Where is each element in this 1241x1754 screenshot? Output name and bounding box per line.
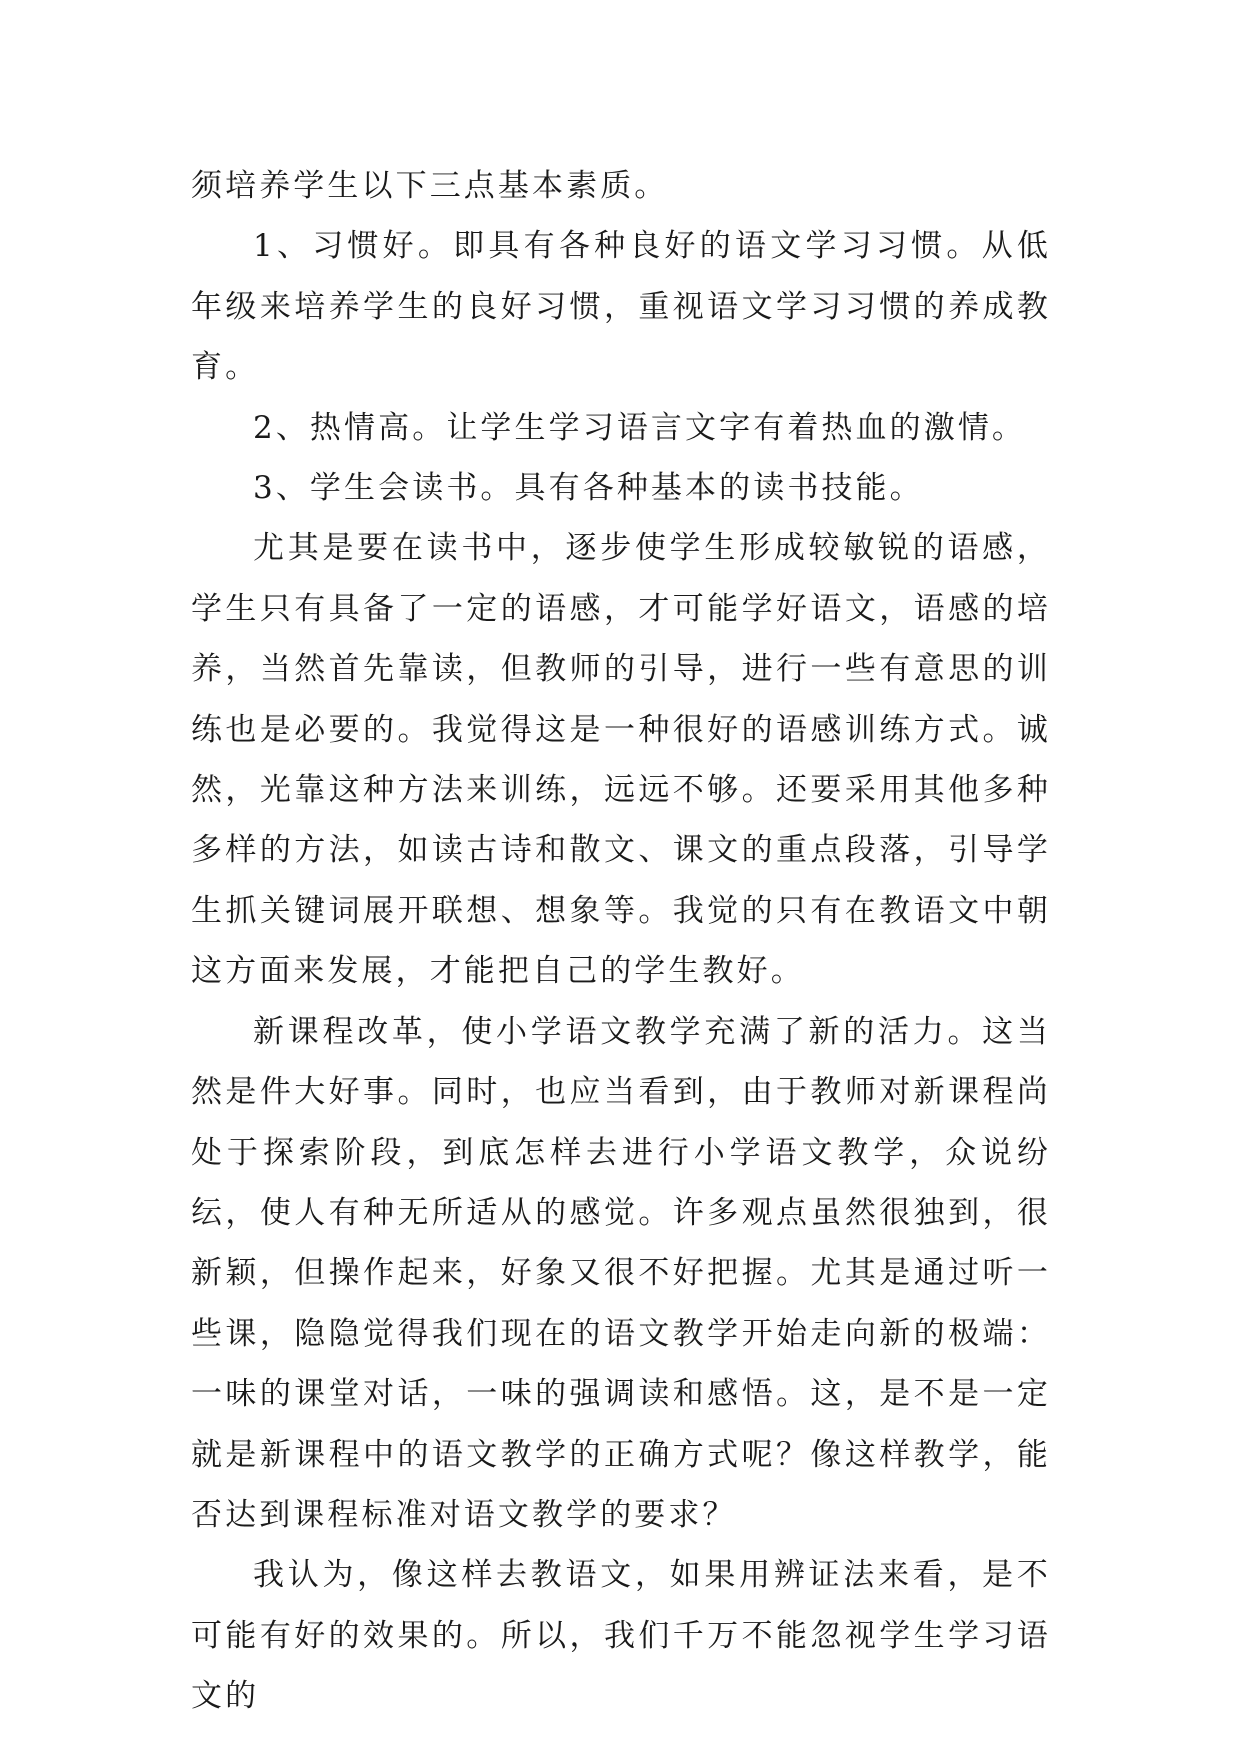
paragraph: 须培养学生以下三点基本素质。	[191, 168, 669, 204]
paragraph: 尤其是要在读书中，逐步使学生形成较敏锐的语感，学生只有具备了一定的语感，才可能学好语文，语感的培养，当然首先靠读，但教师的引导，进行一些有意思的训练也是必要的。我觉得这是一种很好的语感训练方式。诚然，光靠这种方法来训练，远远不够。还要采用其他多种多样的方法，如读古诗和散文、课文的重点段落，引导学生抓关键词展开联想、想象等。我觉的只有在教语文中朝这方面来发展，才能把自己的学生教好。	[191, 530, 1051, 990]
paragraph: 2、热情高。让学生学习语言文字有着热血的激情。	[253, 409, 1027, 446]
paragraph: 1、习惯好。即具有各种良好的语文学习习惯。从低年级来培养学生的良好习惯，重视语文学习习惯的养成教育。	[191, 228, 1051, 386]
paragraph: 新课程改革，使小学语文教学充满了新的活力。这当然是件大好事。同时，也应当看到，由于教师对新课程尚处于探索阶段，到底怎样去进行小学语文教学，众说纷纭，使人有种无所适从的感觉。许多观点虽然很独到，很新颖，但操作起来，好象又很不好把握。尤其是通过听一些课，隐隐觉得我们现在的语文教学开始走向新的极端：一味的课堂对话，一味的强调读和感悟。这，是不是一定就是新课程中的语文教学的正确方式呢？像这样教学，能否达到课程标准对语文教学的要求？	[191, 1013, 1051, 1533]
document-body	[191, 156, 1051, 1727]
paragraph: 3、学生会读书。具有各种基本的读书技能。	[253, 470, 924, 507]
paragraph: 我认为，像这样去教语文，如果用辨证法来看，是不可能有好的效果的。所以，我们千万不能忽视学生学习语文的	[191, 1557, 1051, 1715]
